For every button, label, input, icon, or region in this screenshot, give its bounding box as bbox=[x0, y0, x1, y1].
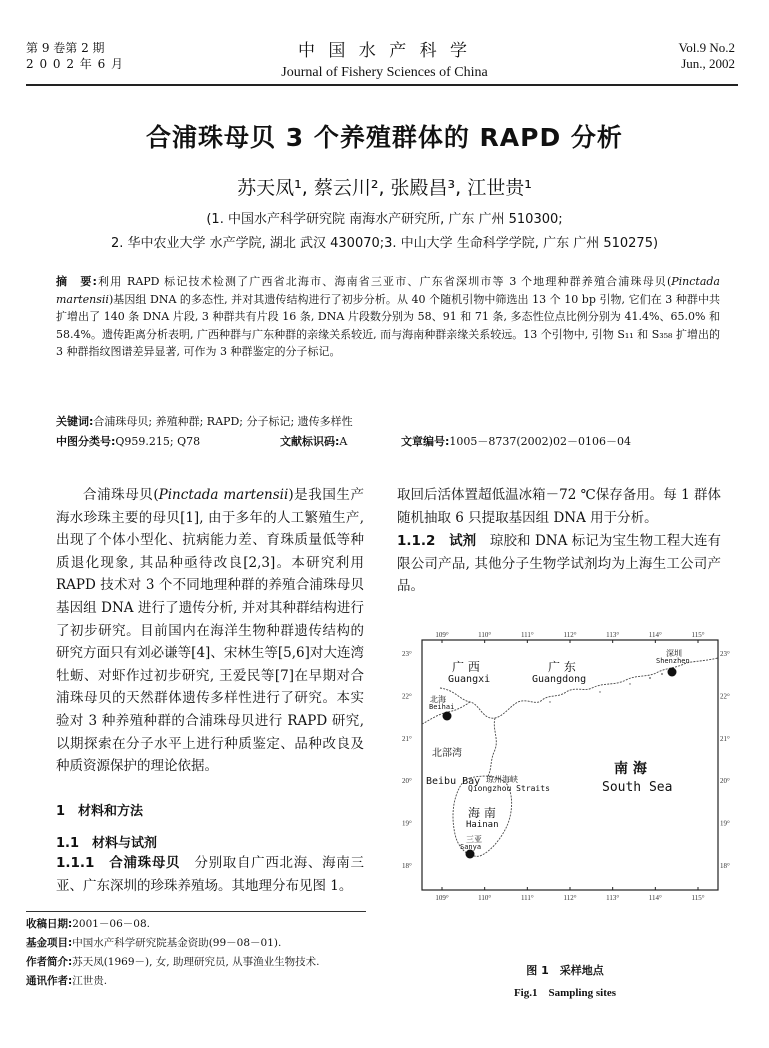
lon-tick-label: 109° bbox=[435, 894, 449, 902]
lat-tick-label: 20° bbox=[720, 777, 730, 786]
lat-tick-label: 23° bbox=[402, 650, 412, 658]
lon-tick-label: 109° bbox=[435, 631, 449, 639]
label-sanya-en: Sanya bbox=[460, 843, 482, 851]
label-sea-en: South Sea bbox=[602, 780, 673, 795]
lat-tick-label: 22° bbox=[720, 692, 730, 701]
lat-tick-label: 19° bbox=[720, 819, 730, 828]
affiliation-line-2: 2. 华中农业大学 水产学院, 湖北 武汉 430070;3. 中山大学 生命科学学院, 广东 广州 510275) bbox=[110, 236, 659, 251]
lon-tick-label: 111° bbox=[520, 894, 534, 902]
lat-tick-label: 18° bbox=[402, 862, 412, 870]
footnotes bbox=[26, 915, 386, 991]
lat-tick-label: 21° bbox=[720, 734, 730, 743]
label-sanya-cn: 三亚 bbox=[466, 835, 482, 844]
label-hainan-en: Hainan bbox=[466, 820, 499, 830]
lon-tick-label: 113° bbox=[606, 631, 620, 639]
label-beibu-cn: 北部湾 bbox=[432, 748, 462, 759]
footnote-corresponding: 通讯作者:江世贵. bbox=[26, 975, 108, 987]
lon-tick-label: 112° bbox=[563, 631, 577, 639]
intro-paragraph: 合浦珠母贝(Pinctada martensii)是我国生产海水珍珠主要的母贝[1], 由于多年的人工繁殖生产, 出现了个体小型化、抗病能力差、育珠质量低等种质退化现象, 其品种亟待改良[2,3]。本研究利用 RAPD 技术对 3 个不同地理种群的养殖合浦珠母贝基因组 DNA 进行了遗传分析, 并对其种群结构进行了初步研究。目前国内在海洋生物种群遗传结构的研究方面只有刘必谦等[4]、宋林生等[5,6]对大连湾牡蛎、对虾作过初步研究, 王爱民等[7]在早期对合浦珠母贝的天然群体遗传多样性进行了研究。本实验对 3 种养殖种群的合浦珠母贝进行 RAPD 研究, 以期探索在分子水平上进行种质鉴定、品种改良及种质资源保护的理论依据。 bbox=[56, 487, 364, 775]
material-continuation: 取回后活体置超低温冰箱－72 ℃保存备用。每 1 群体随机抽取 6 只提取基因组 DNA 用于分析。 bbox=[397, 487, 721, 526]
label-guangxi-cn: 广 西 bbox=[452, 660, 480, 674]
section-heading-1: 1 材料和方法 bbox=[56, 804, 144, 819]
lon-tick-label: 114° bbox=[648, 631, 662, 639]
footnote-fund: 基金项目:中国水产科学研究院基金资助(99－08－01). bbox=[26, 937, 282, 949]
site-beihai-marker bbox=[443, 712, 452, 721]
site-shenzhen-marker bbox=[668, 668, 677, 677]
footnote-received: 收稿日期:2001－06－08. bbox=[26, 918, 150, 930]
keywords: 关键词:合浦珠母贝; 养殖种群; RAPD; 分子标记; 遗传多样性 bbox=[56, 415, 353, 428]
header-rule bbox=[26, 84, 738, 86]
abstract: 摘 要:利用 RAPD 标记技术检测了广西省北海市、海南省三亚市、广东省深圳市等 3 个地理种群养殖合浦珠母贝(Pinctada martensii)基因组 DNA 的多态性, 并对其遗传结构进行了初步分析。从 40 个随机引物中筛选出 13 个 10 bp 引物, 它们在 3 种群中共扩增出了 140 条 DNA 片段, 3 种群共有片段 16 条, DNA 片段数分别为 58、91 和 71 条, 多态性位点比例分别为 41.4%、65.0% 和 58.4%。遗传距离分析表明, 广西种群与广东种群的亲缘关系较近, 而与海南种群亲缘关系较远。13 个引物中, 引物 S₁₁ 和 S₃₅₈ 扩增出的 3 种群指纹图谱差异显著, 可作为 3 种群鉴定的分子标记。 bbox=[56, 275, 720, 359]
lat-tick-label: 22° bbox=[402, 692, 412, 701]
lon-tick-label: 111° bbox=[520, 631, 534, 639]
lon-tick-label: 113° bbox=[606, 894, 620, 902]
label-strait-cn: 琼州海峡 bbox=[486, 775, 518, 784]
journal-issue: Vol.9 No.2 Jun., 2002 bbox=[678, 40, 735, 71]
label-beihai-cn: 北海 bbox=[430, 695, 446, 704]
affiliation-line-1: (1. 中国水产科学研究院 南海水产研究所, 广东 广州 510300; bbox=[206, 212, 563, 227]
label-guangdong-cn: 广 东 bbox=[548, 660, 576, 674]
subsection-heading-1-1: 1.1 材料与试剂 bbox=[56, 836, 158, 851]
sampling-map-figure bbox=[400, 628, 730, 908]
journal-volume: 第 9 卷第 2 期 2 0 0 2 年 6 月 bbox=[26, 41, 125, 71]
subsection-1-1-2: 1.1.2 试剂 琼胶和 DNA 标记为宝生物工程大连有限公司产品, 其他分子生物学试剂均为上海生工公司产品。 bbox=[397, 533, 722, 595]
lon-tick-label: 112° bbox=[563, 894, 577, 902]
classification-line: 中图分类号:Q959.215; Q78 文献标识码:A 文章编号:1005－8737(2002)02－0106－04 bbox=[56, 435, 631, 448]
figure-caption-en: Fig.1 Sampling sites bbox=[513, 987, 617, 999]
label-shenzhen-cn: 深圳 bbox=[666, 649, 682, 658]
lat-tick-label: 23° bbox=[720, 650, 730, 658]
lat-tick-label: 19° bbox=[402, 819, 412, 828]
lon-tick-label: 115° bbox=[691, 894, 705, 902]
authors: 苏天凤¹, 蔡云川², 张殿昌³, 江世贵¹ bbox=[237, 177, 532, 199]
journal-name: 中 国 水 产 科 学 Journal of Fishery Sciences of China bbox=[281, 41, 488, 80]
lon-tick-label: 110° bbox=[478, 894, 492, 902]
lon-tick-label: 115° bbox=[691, 631, 705, 639]
label-beihai-en: Beihai bbox=[429, 703, 455, 711]
label-hainan-cn: 海 南 bbox=[468, 806, 496, 820]
figure-caption-cn: 图 1 采样地点 bbox=[526, 964, 604, 977]
label-sea-cn: 南 海 bbox=[614, 761, 647, 777]
lat-tick-label: 20° bbox=[402, 777, 412, 786]
lon-tick-label: 114° bbox=[648, 894, 662, 902]
footnote-rule bbox=[26, 911, 366, 912]
label-guangxi-en: Guangxi bbox=[448, 674, 491, 685]
label-beibu-en: Beibu Bay bbox=[426, 776, 481, 787]
footnote-author: 作者简介:苏天凤(1969－), 女, 助理研究员, 从事渔业生物技术. bbox=[26, 956, 320, 968]
label-shenzhen-en: Shenzhen bbox=[656, 657, 690, 665]
label-guangdong-en: Guangdong bbox=[532, 674, 587, 685]
lat-tick-label: 18° bbox=[720, 862, 730, 870]
lon-tick-label: 110° bbox=[478, 631, 492, 639]
subsection-1-1-1: 1.1.1 合浦珠母贝 分别取自广西北海、海南三亚、广东深圳的珍珠养殖场。其地理分布见图 1。 bbox=[56, 855, 364, 894]
label-strait-en: Qiongzhou Straits bbox=[468, 784, 550, 793]
lat-tick-label: 21° bbox=[402, 734, 412, 743]
paper-title: 合浦珠母贝 3 个养殖群体的 RAPD 分析 bbox=[146, 123, 623, 152]
